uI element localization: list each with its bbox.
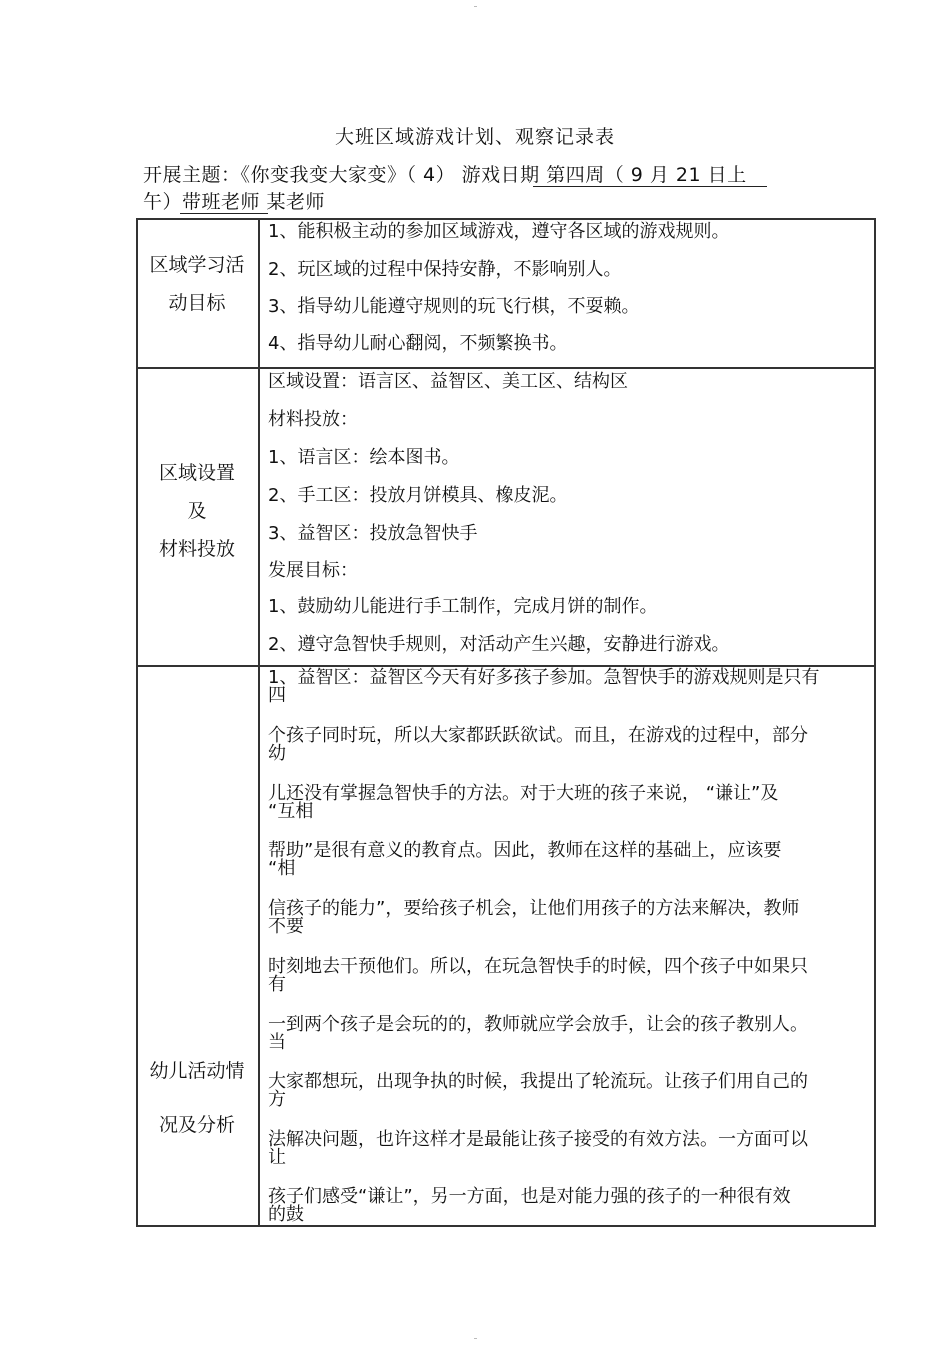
label-line: 及	[187, 500, 207, 522]
table-border-bottom	[136, 1225, 876, 1227]
material-item: 区域设置：语言区、益智区、美工区、结构区	[268, 371, 628, 392]
analysis-paragraph: 大家都想玩，出现争执的时候，我提出了轮流玩。让孩子们用自己的 方	[268, 1071, 808, 1110]
material-item: 3、益智区：投放急智快手	[268, 523, 478, 544]
analysis-paragraph: 1、益智区：益智区今天有好多孩子参加。急智快手的游戏规则是只有 四	[268, 667, 820, 706]
section-label-goals	[136, 246, 258, 322]
goal-item: 2、玩区域的过程中保持安静，不影响别人。	[268, 259, 622, 280]
date-underline	[533, 186, 767, 187]
label-line: 幼儿活动情	[149, 1060, 245, 1082]
analysis-paragraph: 儿还没有掌握急智快手的方法。对于大班的孩子来说， “谦让”及 “互相	[268, 783, 779, 822]
label-line: 动目标	[168, 292, 226, 314]
document-title: 大班区域游戏计划、观察记录表	[334, 126, 615, 148]
label-line: 况及分析	[158, 1114, 235, 1136]
section-label-materials	[136, 454, 258, 568]
analysis-paragraph: 一到两个孩子是会玩的的，教师就应学会放手，让会的孩子教别人。 当	[268, 1014, 808, 1053]
material-item: 1、鼓励幼儿能进行手工制作，完成月饼的制作。	[268, 596, 658, 617]
label-line: 区域设置	[158, 462, 235, 484]
material-item: 1、语言区：绘本图书。	[268, 447, 460, 468]
header-line-1: 开展主题：《你变我变大家变》（ 4） 游戏日期 第四周（ 9 月 21 日上	[143, 164, 747, 186]
teacher-underline	[180, 213, 268, 214]
header-line-2: 午）带班老师 某老师	[143, 191, 326, 213]
table-column-divider	[258, 218, 260, 1227]
analysis-paragraph: 孩子们感受“谦让”，另一方面，也是对能力强的孩子的一种很有效 的鼓	[268, 1186, 791, 1225]
label-line: 区域学习活	[149, 254, 245, 276]
goal-item: 4、指导幼儿耐心翻阅，不频繁换书。	[268, 333, 568, 354]
analysis-paragraph: 信孩子的能力”，要给孩子机会，让他们用孩子的方法来解决，教师 不要	[268, 898, 800, 937]
label-line: 材料投放	[158, 538, 235, 560]
analysis-paragraph: 个孩子同时玩，所以大家都跃跃欲试。而且，在游戏的过程中，部分 幼	[268, 725, 808, 764]
goal-item: 1、能积极主动的参加区域游戏，遵守各区域的游戏规则。	[268, 221, 730, 242]
section-label-analysis	[136, 1052, 258, 1144]
page-mark-top	[474, 6, 477, 7]
analysis-paragraph: 法解决问题，也许这样才是最能让孩子接受的有效方法。一方面可以 让	[268, 1129, 808, 1168]
analysis-paragraph: 帮助”是很有意义的教育点。因此，教师在这样的基础上，应该要 “相	[268, 840, 782, 879]
record-table	[136, 218, 876, 1227]
material-item: 材料投放：	[268, 409, 358, 430]
page-mark-bottom	[474, 1338, 477, 1339]
analysis-paragraph: 时刻地去干预他们。所以，在玩急智快手的时候，四个孩子中如果只 有	[268, 956, 808, 995]
goal-item: 3、指导幼儿能遵守规则的玩飞行棋，不耍赖。	[268, 296, 640, 317]
table-border-right	[874, 218, 876, 1227]
material-item: 2、遵守急智快手规则，对活动产生兴趣，安静进行游戏。	[268, 634, 730, 655]
material-item: 2、手工区：投放月饼模具、橡皮泥。	[268, 485, 568, 506]
material-item: 发展目标：	[268, 560, 358, 581]
